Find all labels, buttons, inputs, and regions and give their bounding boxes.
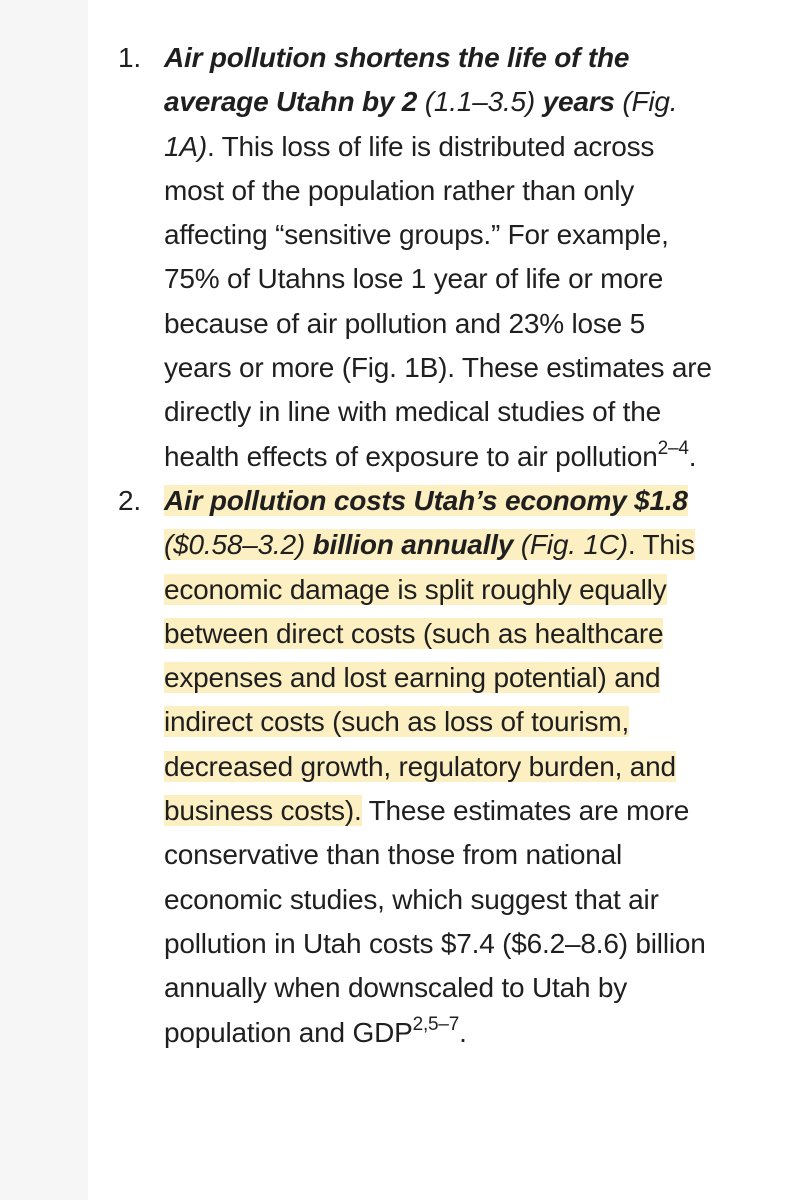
sentence-end: . — [459, 1016, 467, 1048]
finding-body: These estimates are more conservative than those from national economic studies, which suggest that air pollution in Utah costs $7.4 ($6.2–8.6) billion annually when downscaled to Utah by population and GDP — [164, 795, 706, 1048]
finding-body: . This loss of life is distributed across most of the population rather than only affecting “sensitive groups.” For example, 75% of Utahns lose 1 year of life or more because of air pollution and 23% lose 5 years or more (Fig. 1B). These estimates are directly in line with medical studies of the health effects of exposure to air pollution — [164, 130, 712, 472]
finding-heading: Air pollution costs Utah’s economy $1.8 — [164, 484, 688, 516]
confidence-range: (1.1–3.5) — [417, 86, 543, 118]
highlighted-text — [164, 485, 695, 826]
sentence-end: . — [688, 440, 697, 472]
finding-heading-unit: years — [542, 86, 615, 118]
figure-reference: (Fig. 1C) — [513, 529, 628, 561]
finding-heading-unit: billion annually — [312, 529, 514, 561]
findings-list — [118, 36, 718, 1055]
confidence-range: ($0.58–3.2) — [164, 529, 313, 561]
finding-heading: Air pollution shortens the life of the average Utahn by 2 — [164, 42, 630, 118]
citation-superscript: 2,5–7 — [412, 1013, 460, 1035]
finding-body-highlighted: . This economic damage is split roughly equally between direct costs (such as healthcare expenses and lost earning potential) and indirect costs (such as loss of tourism, decreased growth, regulatory burden, and business costs). — [164, 529, 695, 827]
citation-superscript: 2–4 — [657, 437, 689, 459]
list-number: 1. — [118, 42, 141, 73]
list-item — [118, 36, 718, 479]
list-item — [118, 479, 718, 1055]
list-number: 2. — [118, 484, 141, 516]
figure-reference: (Fig. 1A) — [164, 86, 678, 162]
